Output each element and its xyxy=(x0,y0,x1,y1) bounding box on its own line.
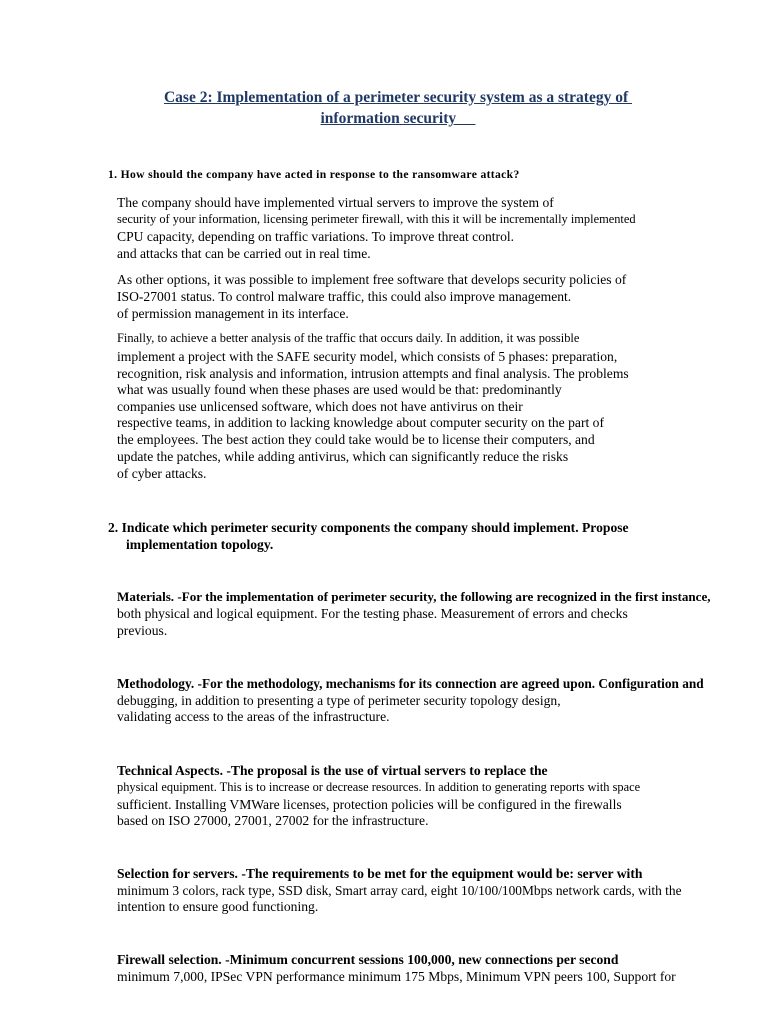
paragraph-line: implement a project with the SAFE security model, which consists of 5 phases: preparation, xyxy=(117,349,618,364)
servers-heading: Selection for servers. -The requirements to be met for the equipment would be: server with xyxy=(117,866,643,881)
question-2-line-1: 2. Indicate which perimeter security components the company should implement. Propose xyxy=(108,520,629,535)
paragraph-line: of permission management in its interface. xyxy=(117,306,349,321)
materials-line: both physical and logical equipment. For the testing phase. Measurement of errors and checks xyxy=(117,606,628,621)
paragraph-line: of cyber attacks. xyxy=(117,466,207,481)
technical-line: physical equipment. This is to increase or decrease resources. In addition to generating reports with space xyxy=(117,780,641,794)
title-line-1: Case 2: Implementation of a perimeter security system as a strategy of xyxy=(163,89,633,106)
methodology-line: debugging, in addition to presenting a type of perimeter security topology design, xyxy=(117,693,561,708)
technical-line: based on ISO 27000, 27001, 27002 for the infrastructure. xyxy=(117,813,429,828)
paragraph-line: the employees. The best action they could take would be to license their computers, and xyxy=(117,432,595,447)
paragraph-line: CPU capacity, depending on traffic variations. To improve threat control. xyxy=(117,229,515,244)
technical-line: sufficient. Installing VMWare licenses, protection policies will be configured in the firewalls xyxy=(117,797,622,812)
methodology-line: validating access to the areas of the infrastructure. xyxy=(117,709,390,724)
paragraph-line: Finally, to achieve a better analysis of the traffic that occurs daily. In addition, it was possible xyxy=(117,331,580,345)
question-1: 1. How should the company have acted in response to the ransomware attack? xyxy=(108,168,520,181)
paragraph-line: and attacks that can be carried out in real time. xyxy=(117,246,371,261)
servers-line: intention to ensure good functioning. xyxy=(117,899,319,914)
firewall-line: minimum 7,000, IPSec VPN performance minimum 175 Mbps, Minimum VPN peers 100, Support for xyxy=(117,969,676,984)
paragraph-line: respective teams, in addition to lacking knowledge about computer security on the part of xyxy=(117,415,604,430)
title-line-2: information security xyxy=(320,110,476,127)
paragraph-line: recognition, risk analysis and information, intrusion attempts and final analysis. The problems xyxy=(117,366,629,381)
paragraph-line: ISO-27001 status. To control malware traffic, this could also improve management. xyxy=(117,289,572,304)
servers-line: minimum 3 colors, rack type, SSD disk, Smart array card, eight 10/100/100Mbps network cards, with the xyxy=(117,883,682,898)
firewall-heading: Firewall selection. -Minimum concurrent sessions 100,000, new connections per second xyxy=(117,952,619,967)
technical-heading: Technical Aspects. -The proposal is the use of virtual servers to replace the xyxy=(117,763,548,778)
paragraph-line: update the patches, while adding antivirus, which can significantly reduce the risks xyxy=(117,449,569,464)
paragraph-line: security of your information, licensing perimeter firewall, with this it will be incrementally implemented xyxy=(117,212,636,226)
materials-heading: Materials. -For the implementation of perimeter security, the following are recognized in the first instance, xyxy=(117,589,711,604)
paragraph-line: what was usually found when these phases are used would be that: predominantly xyxy=(117,382,562,397)
paragraph-line: As other options, it was possible to implement free software that develops security policies of xyxy=(117,272,627,287)
methodology-heading: Methodology. -For the methodology, mechanisms for its connection are agreed upon. Configuration and xyxy=(117,676,704,691)
document-title xyxy=(100,87,696,129)
paragraph-line: The company should have implemented virtual servers to improve the system of xyxy=(117,195,554,210)
materials-line: previous. xyxy=(117,623,168,638)
paragraph-line: companies use unlicensed software, which does not have antivirus on their xyxy=(117,399,523,414)
question-2-line-2: implementation topology. xyxy=(126,537,274,552)
